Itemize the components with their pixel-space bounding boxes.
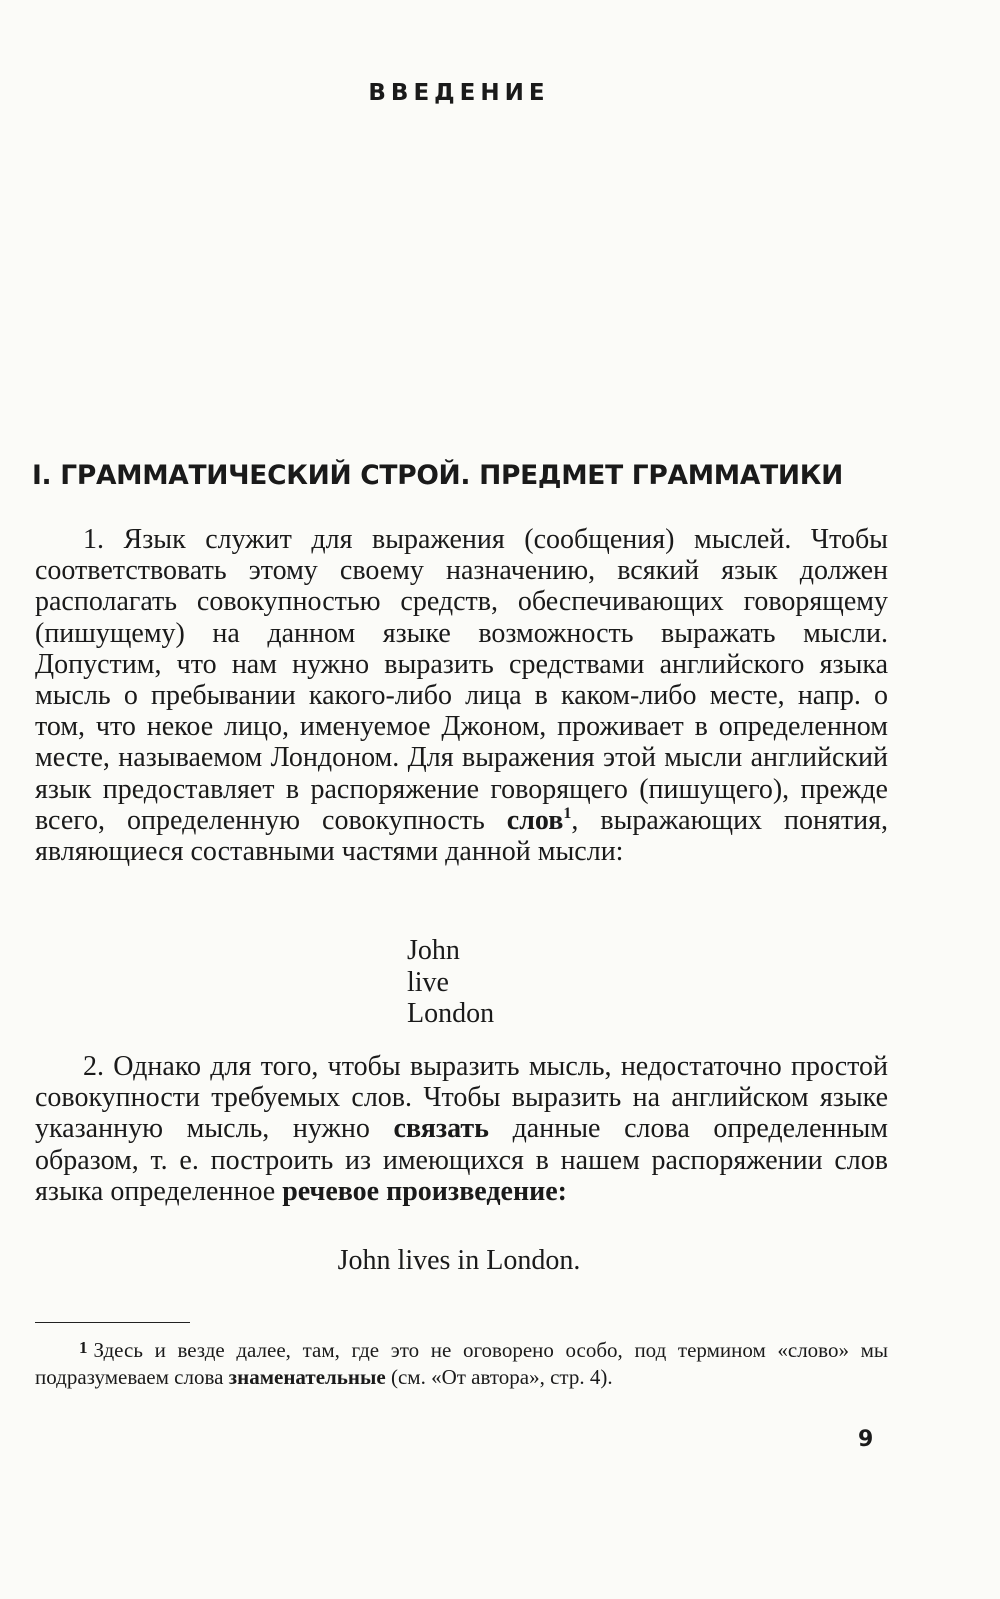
footnote — [35, 1335, 888, 1390]
example-word: live — [407, 966, 449, 998]
footnote-mark: 1 — [79, 1338, 88, 1357]
paragraph-1-bold-term: слов — [506, 804, 564, 836]
page-number: 9 — [858, 1427, 874, 1452]
example-word: London — [407, 998, 495, 1029]
paragraph-2-bold-term-1: связать — [393, 1113, 489, 1145]
paragraph-1 — [35, 524, 888, 867]
example-word: John — [407, 935, 460, 966]
paragraph-2-text: 2. Однако для того, чтобы выразить мысль, недостаточно простой совокупности требуемых слов. Чтобы выразить на английском языке указанную мысль, нужно — [35, 1051, 888, 1145]
paragraph-2-text-middle: данные слова определенным образом, т. е. построить из имеющихся в нашем распоряжении слов языка определенное — [35, 1113, 888, 1207]
footnote-reference: 1 — [563, 804, 572, 822]
paragraph-2-bold-term-2: речевое произведение: — [282, 1175, 567, 1207]
footnote-text: Здесь и везде далее, там, где это не оговорено особо, под термином «слово» мы подразумеваем слова — [35, 1338, 888, 1389]
word-examples — [407, 935, 494, 1030]
footnote-text-end: (см. «От автора», стр. 4). — [390, 1364, 613, 1389]
chapter-title: I. ГРАММАТИЧЕСКИЙ СТРОЙ. ПРЕДМЕТ ГРАММАТИКИ — [32, 460, 843, 491]
section-label: ВВЕДЕНИЕ — [368, 80, 550, 106]
footnote-divider — [35, 1322, 190, 1323]
paragraph-2 — [35, 1051, 888, 1207]
example-sentence: John lives in London. — [337, 1245, 581, 1276]
paragraph-1-text: 1. Язык служит для выражения (сообщения) мыслей. Чтобы соответствовать этому своему назначению, всякий язык должен располагать совокупностью средств, обеспечивающих говорящему (пишущему) на данном языке возможность выражать мысли. Допустим, что нам нужно выразить средствами английского языка мысль о пребывании какого-либо лица в каком-либо месте, напр. о том, что некое лицо, именуемое Джоном, проживает в определенном месте, называемом Лондоном. Для выражения этой мысли английский язык предоставляет в распоряжение говорящего (пишущего), прежде всего, определенную совокупность — [35, 524, 888, 836]
paragraph-1-text-end: , выражающих понятия, являющиеся составными частями данной мысли: — [35, 804, 888, 868]
footnote-bold-term: знаменательные — [228, 1364, 386, 1389]
